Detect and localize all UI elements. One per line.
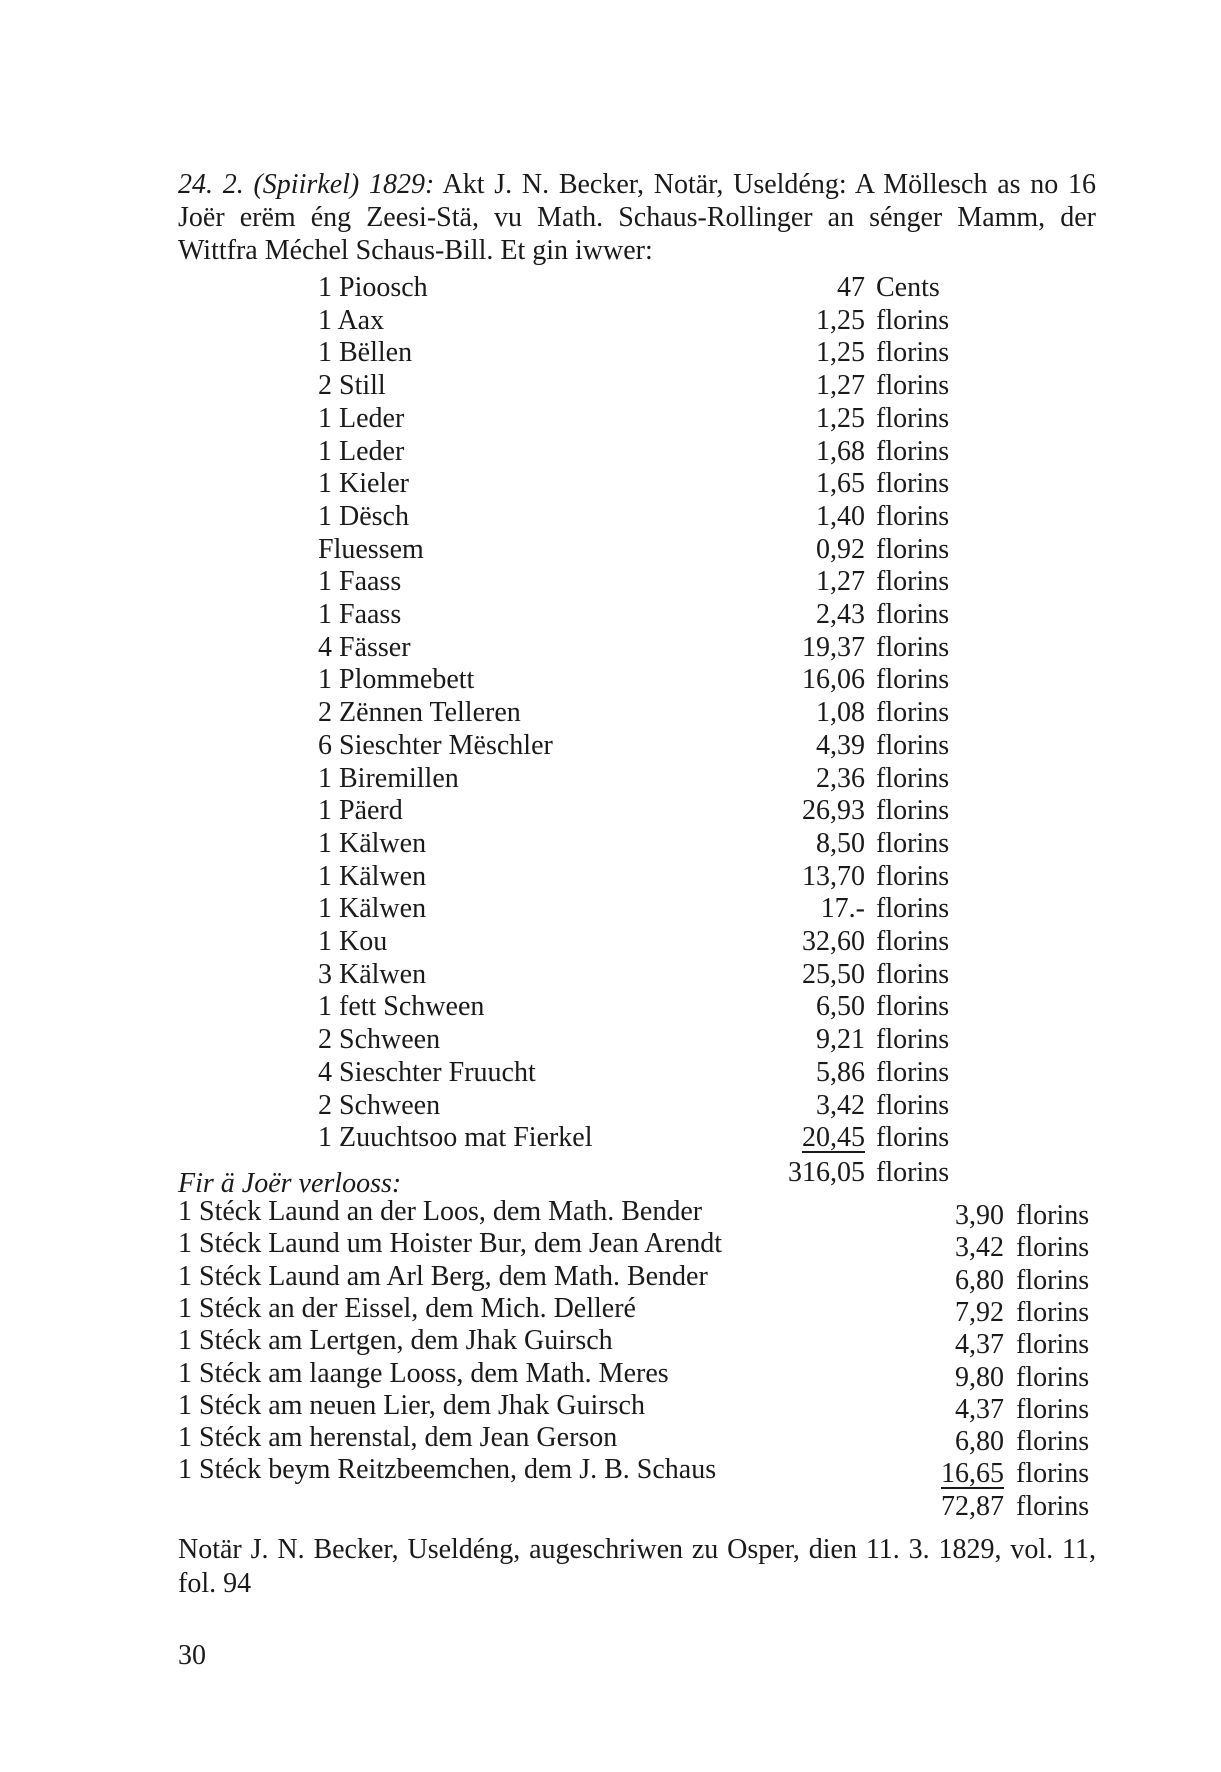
- inventory-item-value: 25,50: [802, 959, 865, 990]
- inventory-item-value: 47: [837, 272, 865, 303]
- lease-item-value: 6,80: [955, 1426, 1004, 1457]
- inventory-item-unit: florins: [876, 959, 950, 990]
- lease-item-value: 4,37: [955, 1394, 1004, 1425]
- inventory-item-value: 1,27: [816, 566, 865, 597]
- lease-item-description: 1 Stéck an der Eissel, dem Mich. Delleré: [178, 1293, 636, 1324]
- inventory-item-name: 1 Kälwen: [318, 893, 427, 924]
- inventory-item-value: 2,36: [816, 763, 865, 794]
- lease-total-value: 72,87: [941, 1491, 1004, 1522]
- inventory-item-name: 1 Zuuchtsoo mat Fierkel: [318, 1122, 593, 1153]
- inventory-item-value: 3,42: [816, 1090, 865, 1121]
- inventory-item-name: 6 Sieschter Mëschler: [318, 730, 553, 761]
- inventory-item-unit: florins: [876, 1024, 950, 1055]
- inventory-item-name: 1 Bëllen: [318, 337, 413, 368]
- inventory-item-value: 2,43: [816, 599, 865, 630]
- inventory-item-unit: florins: [876, 305, 950, 336]
- lease-item-description: 1 Stéck Laund am Arl Berg, dem Math. Bender: [178, 1261, 708, 1292]
- inventory-item-unit: florins: [876, 1090, 950, 1121]
- inventory-total-unit: florins: [876, 1157, 950, 1188]
- lease-heading: Fir ä Joër verlooss:: [178, 1168, 402, 1199]
- inventory-item-name: 1 Kieler: [318, 468, 409, 499]
- lease-item-value: 7,92: [955, 1297, 1004, 1328]
- inventory-item-value: 20,45: [802, 1122, 865, 1153]
- inventory-item-name: 4 Fässer: [318, 632, 411, 663]
- inventory-item-value: 1,08: [816, 697, 865, 728]
- inventory-item-unit: florins: [876, 893, 950, 924]
- inventory-item-unit: florins: [876, 534, 950, 565]
- inventory-item-value: 1,25: [816, 305, 865, 336]
- lease-item-unit: florins: [1016, 1426, 1090, 1457]
- lease-item-value: 3,90: [955, 1200, 1004, 1231]
- inventory-item-unit: florins: [876, 403, 950, 434]
- inventory-item-name: 1 Biremillen: [318, 763, 459, 794]
- lease-item-description: 1 Stéck am neuen Lier, dem Jhak Guirsch: [178, 1390, 645, 1421]
- inventory-item-unit: florins: [876, 1122, 950, 1153]
- lease-item-unit: florins: [1016, 1200, 1090, 1231]
- footer-note: Notär J. N. Becker, Useldéng, augeschriwen zu Osper, dien 11. 3. 1829, vol. 11, fol. 94: [178, 1534, 1096, 1599]
- lease-item-description: 1 Stéck beym Reitzbeemchen, dem J. B. Schaus: [178, 1454, 717, 1485]
- inventory-item-value: 0,92: [816, 534, 865, 565]
- intro-date-lead: 24. 2. (Spiirkel) 1829:: [178, 169, 435, 200]
- inventory-item-value: 16,06: [802, 664, 865, 695]
- inventory-item-unit: florins: [876, 370, 950, 401]
- intro-text: Akt J. N. Becker, Notär, Useldéng: A Möllesch as no 16 Joër erëm éng Zeesi-Stä, vu Math. Schaus-Rollinger an sénger Mamm, der Wittfra Méchel Schaus-Bill. Et gin iwwer:: [178, 169, 1097, 266]
- lease-item-unit: florins: [1016, 1394, 1090, 1425]
- inventory-item-value: 26,93: [802, 795, 865, 826]
- inventory-item-value: 1,40: [816, 501, 865, 532]
- inventory-total-value: 316,05: [788, 1157, 865, 1188]
- lease-item-unit: florins: [1016, 1362, 1090, 1393]
- lease-item-value: 16,65: [941, 1458, 1004, 1489]
- inventory-item-unit: Cents: [876, 272, 940, 303]
- inventory-item-name: 1 Dësch: [318, 501, 409, 532]
- inventory-item-value: 4,39: [816, 730, 865, 761]
- inventory-item-value: 1,68: [816, 436, 865, 467]
- inventory-item-name: 1 fett Schween: [318, 991, 485, 1022]
- intro-paragraph: [178, 168, 1096, 267]
- inventory-item-name: 2 Schween: [318, 1090, 441, 1121]
- lease-item-unit: florins: [1016, 1329, 1090, 1360]
- inventory-item-unit: florins: [876, 501, 950, 532]
- inventory-item-value: 1,25: [816, 337, 865, 368]
- inventory-item-name: 1 Päerd: [318, 795, 403, 826]
- inventory-item-name: 2 Zënnen Telleren: [318, 697, 521, 728]
- inventory-item-name: 2 Schween: [318, 1024, 441, 1055]
- inventory-item-value: 13,70: [802, 861, 865, 892]
- inventory-item-name: 1 Faass: [318, 599, 402, 630]
- inventory-item-value: 9,21: [816, 1024, 865, 1055]
- inventory-item-value: 1,25: [816, 403, 865, 434]
- inventory-item-unit: florins: [876, 632, 950, 663]
- inventory-item-unit: florins: [876, 991, 950, 1022]
- lease-item-value: 4,37: [955, 1329, 1004, 1360]
- inventory-item-unit: florins: [876, 861, 950, 892]
- inventory-item-name: 2 Still: [318, 370, 386, 401]
- inventory-item-unit: florins: [876, 468, 950, 499]
- inventory-item-name: 1 Leder: [318, 436, 405, 467]
- inventory-item-name: 3 Kälwen: [318, 959, 427, 990]
- inventory-item-value: 8,50: [816, 828, 865, 859]
- lease-item-unit: florins: [1016, 1265, 1090, 1296]
- inventory-item-unit: florins: [876, 697, 950, 728]
- lease-item-value: 3,42: [955, 1232, 1004, 1263]
- inventory-item-name: 1 Faass: [318, 566, 402, 597]
- inventory-item-name: 1 Leder: [318, 403, 405, 434]
- inventory-item-value: 5,86: [816, 1057, 865, 1088]
- inventory-item-name: 1 Kälwen: [318, 828, 427, 859]
- inventory-item-unit: florins: [876, 730, 950, 761]
- inventory-item-unit: florins: [876, 795, 950, 826]
- lease-item-unit: florins: [1016, 1458, 1090, 1489]
- inventory-item-name: 1 Kou: [318, 926, 388, 957]
- inventory-item-value: 19,37: [802, 632, 865, 663]
- inventory-item-unit: florins: [876, 436, 950, 467]
- inventory-item-name: 1 Kälwen: [318, 861, 427, 892]
- inventory-item-unit: florins: [876, 763, 950, 794]
- inventory-item-name: 1 Plommebett: [318, 664, 475, 695]
- inventory-item-name: Fluessem: [318, 534, 424, 565]
- inventory-item-value: 32,60: [802, 926, 865, 957]
- inventory-item-value: 1,65: [816, 468, 865, 499]
- inventory-item-unit: florins: [876, 828, 950, 859]
- inventory-item-unit: florins: [876, 926, 950, 957]
- lease-item-unit: florins: [1016, 1297, 1090, 1328]
- inventory-item-name: 1 Aax: [318, 305, 385, 336]
- lease-item-description: 1 Stéck Laund um Hoister Bur, dem Jean Arendt: [178, 1228, 722, 1259]
- inventory-item-value: 17.-: [820, 893, 865, 924]
- lease-item-description: 1 Stéck Laund an der Loos, dem Math. Bender: [178, 1196, 703, 1227]
- inventory-item-value: 1,27: [816, 370, 865, 401]
- inventory-item-unit: florins: [876, 664, 950, 695]
- inventory-item-unit: florins: [876, 1057, 950, 1088]
- inventory-item-name: 1 Pioosch: [318, 272, 428, 303]
- lease-item-value: 6,80: [955, 1265, 1004, 1296]
- lease-item-unit: florins: [1016, 1232, 1090, 1263]
- lease-item-description: 1 Stéck am herenstal, dem Jean Gerson: [178, 1422, 618, 1453]
- lease-item-description: 1 Stéck am Lertgen, dem Jhak Guirsch: [178, 1325, 613, 1356]
- inventory-item-name: 4 Sieschter Fruucht: [318, 1057, 536, 1088]
- inventory-item-value: 6,50: [816, 991, 865, 1022]
- lease-item-description: 1 Stéck am laange Looss, dem Math. Meres: [178, 1358, 669, 1389]
- inventory-item-unit: florins: [876, 566, 950, 597]
- page-number: 30: [178, 1640, 206, 1671]
- inventory-item-unit: florins: [876, 337, 950, 368]
- inventory-item-unit: florins: [876, 599, 950, 630]
- lease-total-unit: florins: [1016, 1491, 1090, 1522]
- lease-item-value: 9,80: [955, 1362, 1004, 1393]
